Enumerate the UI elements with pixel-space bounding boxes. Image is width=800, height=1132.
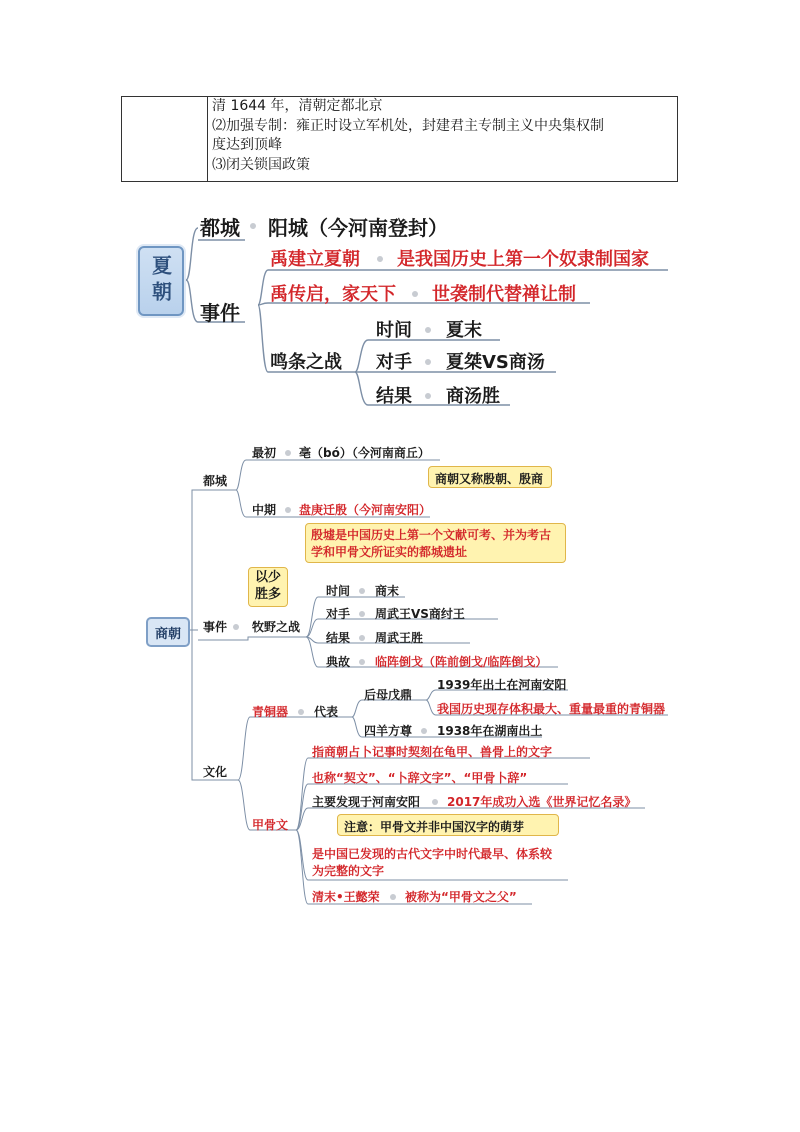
xia-capital-label: 都城 — [200, 216, 240, 240]
oracle-fact-3-right: 2017年成功入选《世界记忆名录》 — [447, 795, 637, 809]
shang-initial-label: 最初 — [252, 446, 277, 460]
shang-idiom-label: 典故 — [326, 655, 351, 669]
shang-root-node — [146, 617, 190, 647]
shang-result-label: 结果 — [326, 631, 351, 645]
shang-time-label: 时间 — [326, 584, 351, 598]
siyang-fangzun: 四羊方尊 — [364, 724, 413, 738]
xia-opponent-label: 对手 — [376, 352, 412, 373]
shang-middle-value: 盘庚迁殷（今河南安阳） — [299, 503, 432, 517]
node-dot — [421, 728, 427, 734]
node-dot — [250, 223, 256, 229]
yinxu-note — [305, 523, 566, 563]
shang-initial-value: 亳（bó）（今河南商丘） — [299, 446, 430, 460]
shang-culture-label: 文化 — [203, 765, 228, 779]
houmuwu-ding: 后母戊鼎 — [364, 688, 413, 702]
oracle-fact-5-left: 清末•王懿荣 — [312, 890, 380, 904]
oracle-caution-note — [337, 814, 559, 836]
node-dot — [412, 291, 418, 297]
xia-opponent-value: 夏桀VS商汤 — [446, 352, 545, 373]
shang-time-value: 商末 — [375, 584, 400, 598]
xia-result-label: 结果 — [376, 386, 412, 407]
oracle-fact-1: 指商朝占卜记事时契刻在龟甲、兽骨上的文字 — [312, 745, 553, 759]
shang-opponent-label: 对手 — [326, 607, 351, 621]
oracle-fact-2: 也称“契文”、“卜辞文字”、“甲骨卜辞” — [312, 771, 528, 785]
node-dot — [377, 256, 383, 262]
shang-alias-note — [428, 466, 552, 488]
shang-result-value: 周武王胜 — [375, 631, 424, 645]
node-dot — [390, 894, 396, 900]
xia-time-value: 夏末 — [446, 320, 482, 341]
note-text: 注意：甲骨文并非中国汉字的萌芽 — [344, 820, 525, 834]
xia-event2-left: 禹传启，家天下 — [270, 284, 396, 305]
shang-middle-label: 中期 — [252, 503, 277, 517]
node-dot — [432, 799, 438, 805]
table-line: ⑵加强专制：雍正时设立军机处，封建君主专制主义中央集权制 — [212, 117, 604, 134]
node-dot — [233, 624, 239, 630]
houmuwu-fact-1: 1939年出土在河南安阳 — [437, 678, 567, 692]
table-line: 清 1644 年，清朝定都北京 — [212, 98, 383, 114]
oracle-fact-4-line: 是中国已发现的古代文字中时代最早、体系较 — [312, 847, 553, 861]
xia-time-label: 时间 — [376, 320, 412, 341]
table-line: 度达到顶峰 — [212, 137, 282, 153]
xia-capital-value: 阳城（今河南登封） — [268, 216, 448, 240]
siyang-fact-1: 1938年在湖南出土 — [437, 724, 543, 738]
bronze-rep-label: 代表 — [314, 705, 339, 719]
xia-event1-left: 禹建立夏朝 — [270, 249, 360, 270]
oracle-fact-4 — [312, 846, 552, 880]
node-dot — [359, 588, 365, 594]
shang-battle-label: 牧野之战 — [252, 620, 301, 634]
bronze-label: 青铜器 — [252, 705, 289, 719]
note-text: 殷墟是中国历史上第一个文献可考、并为考古 — [311, 528, 552, 542]
xia-event2-right: 世袭制代替禅让制 — [432, 284, 576, 305]
node-dot — [298, 709, 304, 715]
node-dot — [359, 659, 365, 665]
xia-root-node — [138, 246, 184, 316]
node-dot — [359, 611, 365, 617]
node-dot — [425, 393, 431, 399]
shang-root-label: 商朝 — [154, 626, 181, 642]
node-dot — [425, 327, 431, 333]
shang-idiom-value: 临阵倒戈（阵前倒戈/临阵倒戈） — [375, 655, 548, 669]
node-dot — [359, 635, 365, 641]
note-text: 商朝又称殷朝、殷商 — [435, 472, 544, 486]
oracle-label: 甲骨文 — [252, 818, 289, 832]
xia-events-label: 事件 — [200, 301, 240, 325]
xia-root-label: 夏朝 — [148, 255, 173, 307]
note-text: 学和甲骨文所证实的都城遗址 — [311, 545, 468, 559]
shang-events-label: 事件 — [203, 620, 228, 634]
oracle-fact-3-left: 主要发现于河南安阳 — [312, 795, 421, 809]
note-text: 以少 — [254, 570, 281, 585]
xia-result-value: 商汤胜 — [446, 386, 500, 407]
xia-battle-label: 鸣条之战 — [270, 352, 342, 373]
shang-capital-label: 都城 — [203, 474, 228, 488]
shang-opponent-value: 周武王VS商纣王 — [375, 607, 465, 621]
oracle-fact-5-right: 被称为“甲骨文之父” — [405, 890, 517, 904]
houmuwu-fact-2: 我国历史现存体积最大、重量最重的青铜器 — [437, 702, 666, 716]
oracle-fact-4-line: 为完整的文字 — [312, 864, 385, 878]
node-dot — [285, 507, 291, 513]
few-beat-many-note — [248, 567, 288, 607]
node-dot — [425, 359, 431, 365]
xia-event1-right: 是我国历史上第一个奴隶制国家 — [397, 249, 649, 270]
node-dot — [285, 450, 291, 456]
note-text: 胜多 — [254, 587, 281, 602]
table-line: ⑶闭关锁国政策 — [212, 156, 310, 173]
